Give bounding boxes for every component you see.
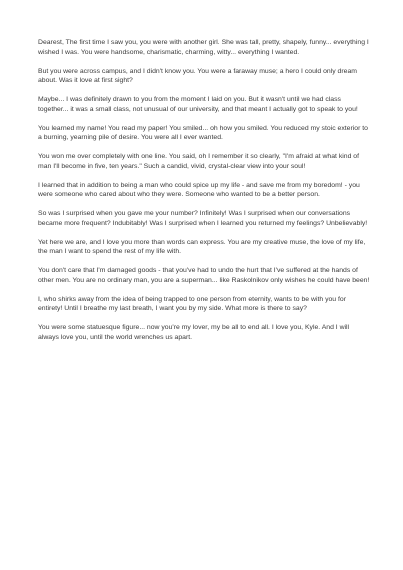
letter-paragraph: Dearest, The first time I saw you, you were with another girl. She was tall, pretty, shapely, funny... everything I wished I was. You were handsome, charismatic, charming, witty... everything I wanted. xyxy=(38,39,369,56)
letter-paragraph: I learned that in addition to being a man who could spice up my life - and save me from my boredom! - you were someone who cared about who they were. Someone who wanted to be a better person. xyxy=(38,181,360,199)
letter-paragraph: But you were across campus, and I didn't know you. You were a faraway muse; a hero I could only dream about. Was it love at first sight? xyxy=(38,67,357,85)
letter-paragraph: So was I surprised when you gave me your number? Infinitely! Was I surprised when our conversations became more frequent? Indubitably! Was I surprised when I learned you returned my feelings? Unbelievably! xyxy=(38,210,368,227)
letter-paragraph: I, who shirks away from the idea of being trapped to one person from eternity, wants to be with you for entirety! Until I breathe my last breath, I want you by my side. What more is there to say? xyxy=(38,295,347,313)
letter-paragraph: You don't care that I'm damaged goods - that you've had to undo the hurt that I've suffered at the hands of other men. You are no ordinary man, you are a superman... like Raskolnikov only wishes he could have been! xyxy=(38,267,370,284)
letter-paragraph: You won me over completely with one line. You said, oh I remember it so clearly, "I'm afraid at what kind of man I'll become in five, ten years." Such a candid, vivid, crystal-clear view into your soul! xyxy=(38,153,359,170)
letter-paragraph: You were some statuesque figure... now you're my lover, my be all to end all. I love you, Kyle. And I will always love you, until the world wrenches us apart. xyxy=(38,324,350,341)
letter-paragraph: Yet here we are, and I love you more than words can express. You are my creative muse, the love of my life, the man I want to spend the rest of my life with. xyxy=(38,238,366,256)
letter-body xyxy=(38,38,370,352)
letter-paragraph: Maybe... I was definitely drawn to you from the moment I laid on you. But it wasn't until we had class together... it was a small class, not unusual of our university, and that meant I actually got to speak to you! xyxy=(38,96,358,113)
letter-paragraph: You learned my name! You read my paper! You smiled... oh how you smiled. You reduced my stoic exterior to a burning, yearning pile of desire. You were all I ever wanted. xyxy=(38,124,368,142)
